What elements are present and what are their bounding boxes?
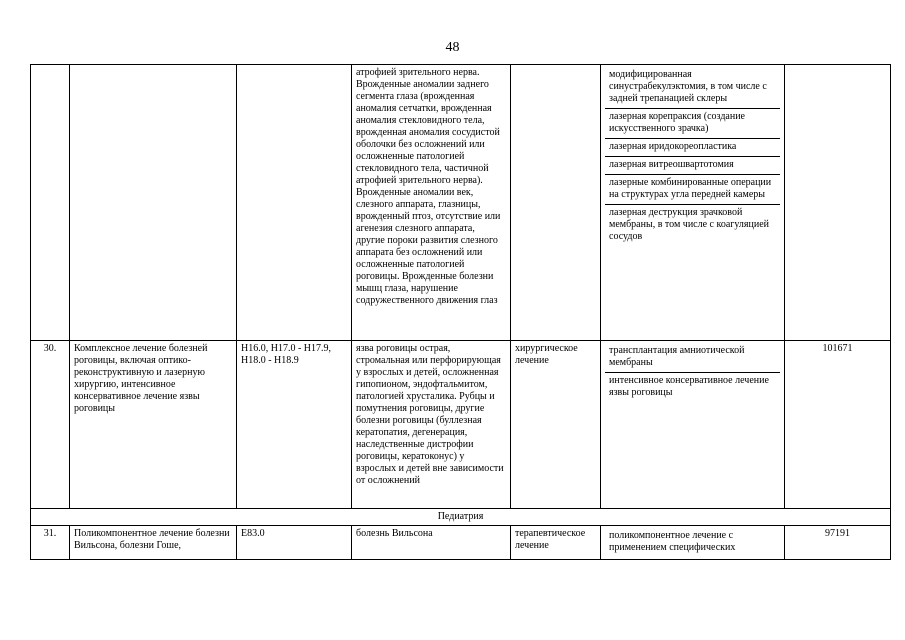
table-row-continuation [31,65,891,341]
cell-treatment-type [511,65,601,341]
treatment-type: хирургическое лечение [511,341,601,509]
cell-services [601,341,785,509]
cost-value: 97191 [785,526,891,560]
service-item: поликомпонентное лечение с применением специфических [609,530,736,553]
cell-services [601,65,785,341]
cell-codes [237,65,352,341]
section-title: Педиатрия [31,509,891,526]
diagnosis-text: язва роговицы острая, стромальная или перфорирующая у взрослых и детей, осложненная гипопионом, эндофтальмитом, патологией хрусталика. Рубцы и помутнения роговицы, другие болезни роговицы (буллезная кератопатия, дегенерация, наследственные дистрофии роговицы, кератоконус) у взрослых и детей вне зависимости от осложнений [352,341,511,509]
table-row-31 [31,526,891,560]
treatment-name: Комплексное лечение болезней роговицы, включая оптико-реконструктивную и лазерную хирургию, интенсивное консервативное лечение язвы роговицы [70,341,237,509]
diagnosis-text: болезнь Вильсона [352,526,511,560]
service-item: интенсивное консервативное лечение язвы роговицы [609,375,769,398]
cell-name [70,65,237,341]
service-item: лазерная корепраксия (создание искусственного зрачка) [605,109,780,139]
treatment-name: Поликомпонентное лечение болезни Вильсона, болезни Гоше, [70,526,237,560]
treatment-type: терапевтическое лечение [511,526,601,560]
service-item: лазерные комбинированные операции на структурах угла передней камеры [605,175,780,205]
row-number: 30. [31,341,70,509]
cell-cost [785,65,891,341]
table-row-30 [31,341,891,509]
cost-value: 101671 [785,341,891,509]
service-item: лазерная витреошвартотомия [605,157,780,175]
icd-codes: E83.0 [237,526,352,560]
services-table [30,64,891,560]
section-header-row [31,509,891,526]
row-number: 31. [31,526,70,560]
service-item: лазерная иридокореопластика [605,139,780,157]
cell-number [31,65,70,341]
service-item: модифицированная синустрабекулэктомия, в том числе с задней трепанацией склеры [605,67,780,109]
icd-codes: H16.0, H17.0 - H17.9, H18.0 - H18.9 [237,341,352,509]
diagnosis-text: атрофией зрительного нерва. Врожденные аномалии заднего сегмента глаза (врожденная аномалия сетчатки, врожденная аномалия стекловидного тела, врожденная аномалия сосудистой оболочки без осложнений или осложненные патологией стекловидного тела, частичной атрофией зрительного нерва). Врожденные аномалии век, слезного аппарата, глазницы, врожденный птоз, отсутствие или агенезия слезного аппарата, другие пороки развития слезного аппарата без осложнений или осложненные патологией роговицы. Врожденные болезни мышц глаза, нарушение содружественного движения глаз [356,67,501,306]
page-number: 48 [445,40,460,55]
cell-services [601,526,785,560]
service-item: лазерная деструкция зрачковой мембраны, в том числе с коагуляцией сосудов [609,207,770,242]
service-item: трансплантация амниотической мембраны [605,343,780,373]
cell-diagnosis [352,65,511,341]
